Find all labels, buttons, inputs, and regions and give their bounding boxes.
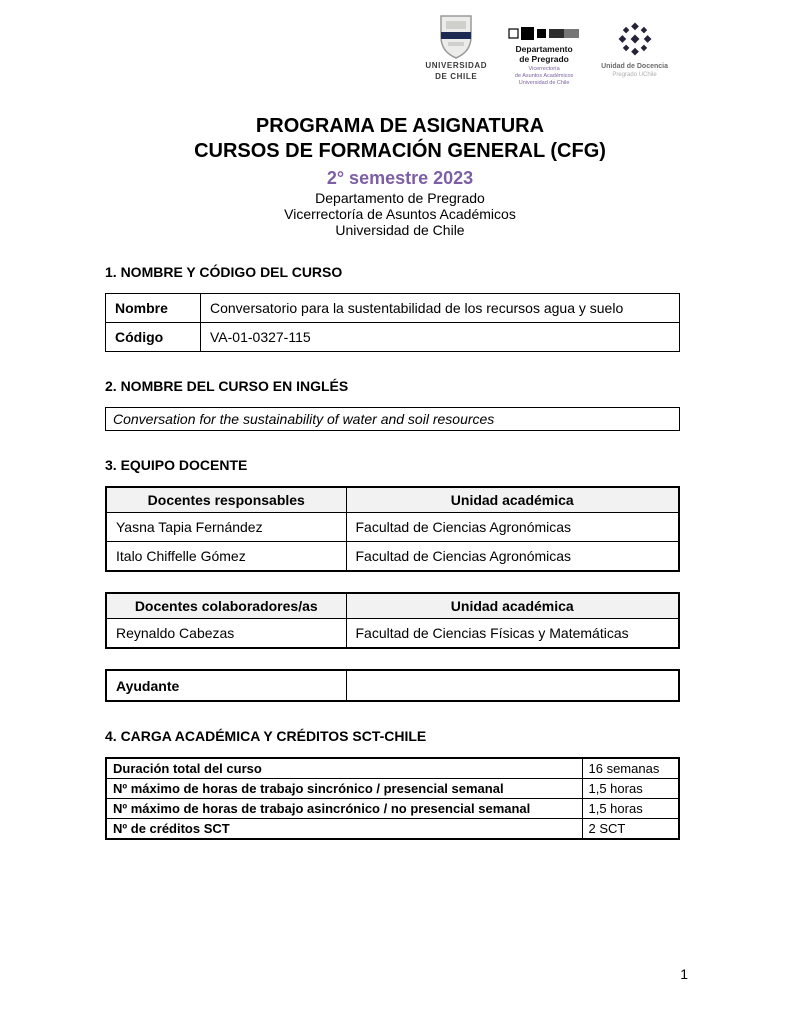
- docencia-logo-line2: Pregrado UChile: [612, 72, 657, 78]
- table-row: [106, 294, 680, 323]
- table-row: [106, 779, 679, 799]
- column-header: Docentes responsables: [106, 487, 346, 513]
- teacher-name: Yasna Tapia Fernández: [106, 513, 346, 542]
- english-course-name: Conversation for the sustainability of water and soil resources: [105, 407, 680, 431]
- table-row: [106, 323, 680, 352]
- column-header: Docentes colaboradores/as: [106, 593, 346, 619]
- table-row: [106, 542, 679, 572]
- row-label: Nº máximo de horas de trabajo sincrónico / presencial semanal: [106, 779, 582, 799]
- collaborating-teachers-table: [105, 592, 680, 649]
- table-row: [106, 513, 679, 542]
- row-label: Código: [106, 323, 201, 352]
- uchile-logo: [425, 14, 487, 82]
- content-area: [0, 264, 800, 840]
- table-row: [106, 799, 679, 819]
- assistant-table: [105, 669, 680, 702]
- section3-heading: 3. EQUIPO DOCENTE: [105, 457, 248, 473]
- uchile-logo-text-line2: DE CHILE: [435, 72, 478, 81]
- row-value: Conversatorio para la sustentabilidad de los recursos agua y suelo: [201, 294, 680, 323]
- row-value: 2 SCT: [582, 819, 679, 840]
- header-sub2: Vicerrectoría de Asuntos Académicos: [284, 206, 516, 222]
- column-header: Unidad académica: [346, 487, 679, 513]
- table-row: [106, 670, 679, 701]
- teacher-name: Italo Chiffelle Gómez: [106, 542, 346, 572]
- pregrado-logo-title-line2: de Pregrado: [519, 54, 569, 64]
- row-label: Ayudante: [106, 670, 346, 701]
- header-sub1: Departamento de Pregrado: [315, 190, 485, 206]
- table-header-row: [106, 593, 679, 619]
- pregrado-logo: [501, 26, 587, 87]
- row-label: Nombre: [106, 294, 201, 323]
- uchile-crest-icon: [438, 14, 474, 60]
- pregrado-logo-sub2: de Asuntos Académicos: [514, 73, 574, 79]
- table-header-row: [106, 487, 679, 513]
- row-label: Nº de créditos SCT: [106, 819, 582, 840]
- page-number: 1: [680, 966, 688, 982]
- pregrado-logo-title-line1: Departamento: [515, 44, 573, 54]
- document-title-line1: PROGRAMA DE ASIGNATURA: [255, 115, 545, 137]
- docencia-pattern-icon: [614, 18, 656, 60]
- table-row: [106, 619, 679, 649]
- title-block: [0, 114, 800, 238]
- pregrado-logo-sub1: Vicerrectoría: [528, 66, 560, 72]
- header-sub3: Universidad de Chile: [335, 222, 465, 238]
- course-name-code-table: [105, 293, 680, 352]
- teacher-unit: Facultad de Ciencias Agronómicas: [346, 542, 679, 572]
- teacher-name: Reynaldo Cabezas: [106, 619, 346, 649]
- row-label: Nº máximo de horas de trabajo asincrónico / no presencial semanal: [106, 799, 582, 819]
- credits-table: [105, 757, 680, 840]
- section4-heading: 4. CARGA ACADÉMICA Y CRÉDITOS SCT-CHILE: [105, 728, 427, 744]
- section2-heading: 2. NOMBRE DEL CURSO EN INGLÉS: [105, 378, 349, 394]
- document-title-line2: CURSOS DE FORMACIÓN GENERAL (CFG): [194, 140, 606, 162]
- logo-row: [0, 0, 800, 108]
- row-label: Duración total del curso: [106, 758, 582, 779]
- semester-label: 2° semestre 2023: [326, 168, 474, 188]
- column-header: Unidad académica: [346, 593, 679, 619]
- docencia-logo: [601, 18, 668, 79]
- teacher-unit: Facultad de Ciencias Agronómicas: [346, 513, 679, 542]
- responsible-teachers-table: [105, 486, 680, 572]
- pregrado-logo-sub3: Universidad de Chile: [518, 80, 570, 86]
- row-value: 1,5 horas: [582, 779, 679, 799]
- row-value: 16 semanas: [582, 758, 679, 779]
- table-row: [106, 819, 679, 840]
- row-value: [346, 670, 679, 701]
- row-value: VA-01-0327-115: [201, 323, 680, 352]
- docencia-logo-line1: Unidad de Docencia: [601, 63, 668, 70]
- row-value: 1,5 horas: [582, 799, 679, 819]
- teacher-unit: Facultad de Ciencias Físicas y Matemáticas: [346, 619, 679, 649]
- table-row: [106, 758, 679, 779]
- section1-heading: 1. NOMBRE Y CÓDIGO DEL CURSO: [105, 264, 343, 280]
- pregrado-squares-icon: [508, 26, 580, 41]
- uchile-logo-text-line1: UNIVERSIDAD: [425, 61, 488, 70]
